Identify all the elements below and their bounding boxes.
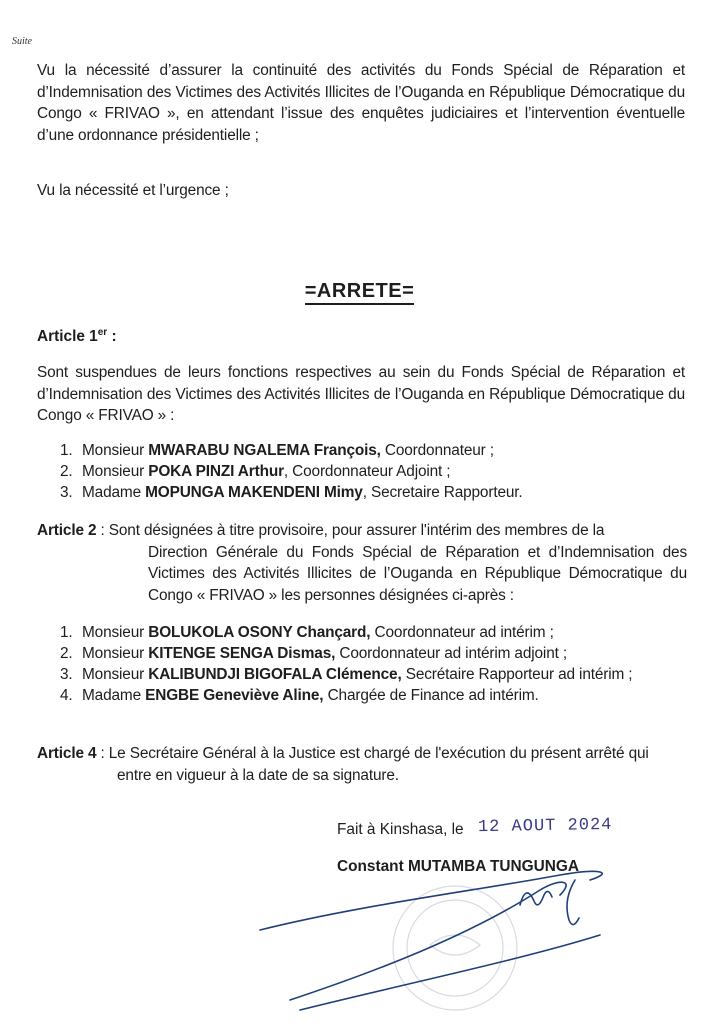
signature-stroke-2 — [290, 882, 566, 1000]
list-item-name: BOLUKOLA OSONY Chançard, — [148, 624, 371, 641]
list-item-prefix: Madame — [82, 687, 146, 704]
list-item-number: 2. — [60, 645, 73, 662]
seal-emblem — [430, 935, 480, 955]
list-item-prefix: Monsieur — [82, 442, 149, 459]
list-item-number: 3. — [60, 666, 73, 683]
list-item-prefix: Monsieur — [82, 463, 149, 480]
article-4-first-line-text: : Le Secrétaire Général à la Justice est chargé de l'exécution du présent arrêté qui — [96, 745, 649, 762]
decree-title-text: =ARRETE= — [305, 280, 415, 305]
list-item-number: 4. — [60, 687, 73, 704]
article-4-body: entre en vigueur à la date de sa signature. — [117, 766, 399, 784]
list-item-role: Coordonnateur ad intérim adjoint ; — [335, 645, 567, 662]
signature-flourish — [567, 880, 579, 925]
article-2-first-line-text: : Sont désignées à titre provisoire, pour assurer l'intérim des membres de la — [96, 522, 605, 539]
list-item-name: POKA PINZI Arthur — [148, 463, 284, 480]
list-item-role: Coordonnateur ; — [380, 442, 494, 459]
article-2-label: Article 2 — [37, 522, 97, 539]
article-1-heading-sup: er — [97, 327, 108, 338]
signature-stroke-3 — [300, 935, 600, 1010]
considerant-urgency: Vu la nécessité et l’urgence ; — [37, 182, 229, 199]
place-date-label: Fait à Kinshasa, le — [337, 821, 464, 838]
list-item-name: MWARABU NGALEMA François, — [148, 442, 381, 459]
list-item-prefix: Monsieur — [82, 624, 149, 641]
list-item-name: KALIBUNDJI BIGOFALA Clémence, — [148, 666, 402, 683]
list-item-role: Secrétaire Rapporteur ad intérim ; — [401, 666, 633, 683]
signature-stroke-1 — [260, 871, 602, 930]
list-item-role: Chargée de Finance ad intérim. — [323, 687, 539, 704]
continuation-label: Suite — [12, 36, 32, 47]
article-1-heading-text: Article 1 — [37, 328, 98, 346]
list-item-role: Coordonnateur ad intérim ; — [370, 624, 554, 641]
list-item-prefix: Monsieur — [82, 666, 149, 683]
article-2-body: Direction Générale du Fonds Spécial de Réparation et d’Indemnisation des Victimes des Activités Illicites de l’Ouganda en République Démocratique du Congo « FRIVAO » les personnes désignées ci-après : — [148, 543, 687, 604]
considerant-continuity: Vu la nécessité d’assurer la continuité des activités du Fonds Spécial de Réparation et d’Indemnisation des Victimes des Activités Illicites de l’Ouganda en République Démocratique du Congo « FRIVAO », en attendant l’issue des enquêtes judiciaires et l’intervention éventuelle d’une ordonnance présidentielle ; — [37, 62, 685, 144]
article-4-label: Article 4 — [37, 745, 97, 762]
list-item-role: , Secretaire Rapporteur. — [362, 484, 523, 501]
list-item-prefix: Monsieur — [82, 645, 149, 662]
list-item-number: 2. — [60, 463, 73, 480]
seal-outer-ring — [393, 886, 517, 1010]
list-item-role: , Coordonnateur Adjoint ; — [283, 463, 451, 480]
article-1-body: Sont suspendues de leurs fonctions respectives au sein du Fonds Spécial de Réparation et d’Indemnisation des Victimes des Activités Illicites de l’Ouganda en République Démocratique du Congo « FRIVAO » : — [37, 364, 685, 424]
list-item-number: 3. — [60, 484, 73, 501]
signer-name: Constant MUTAMBA TUNGUNGA — [337, 858, 579, 875]
seal-stamp-icon — [393, 886, 517, 1010]
list-item-number: 1. — [60, 624, 73, 641]
list-item-number: 1. — [60, 442, 73, 459]
list-item-prefix: Madame — [82, 484, 146, 501]
list-item-name: MOPUNGA MAKENDENI Mimy — [145, 484, 363, 501]
list-item-name: ENGBE Geneviève Aline, — [145, 687, 324, 704]
list-item-name: KITENGE SENGA Dismas, — [148, 645, 336, 662]
article-1-heading-suffix: : — [107, 328, 117, 346]
date-stamp: 12 AOUT 2024 — [477, 815, 613, 838]
